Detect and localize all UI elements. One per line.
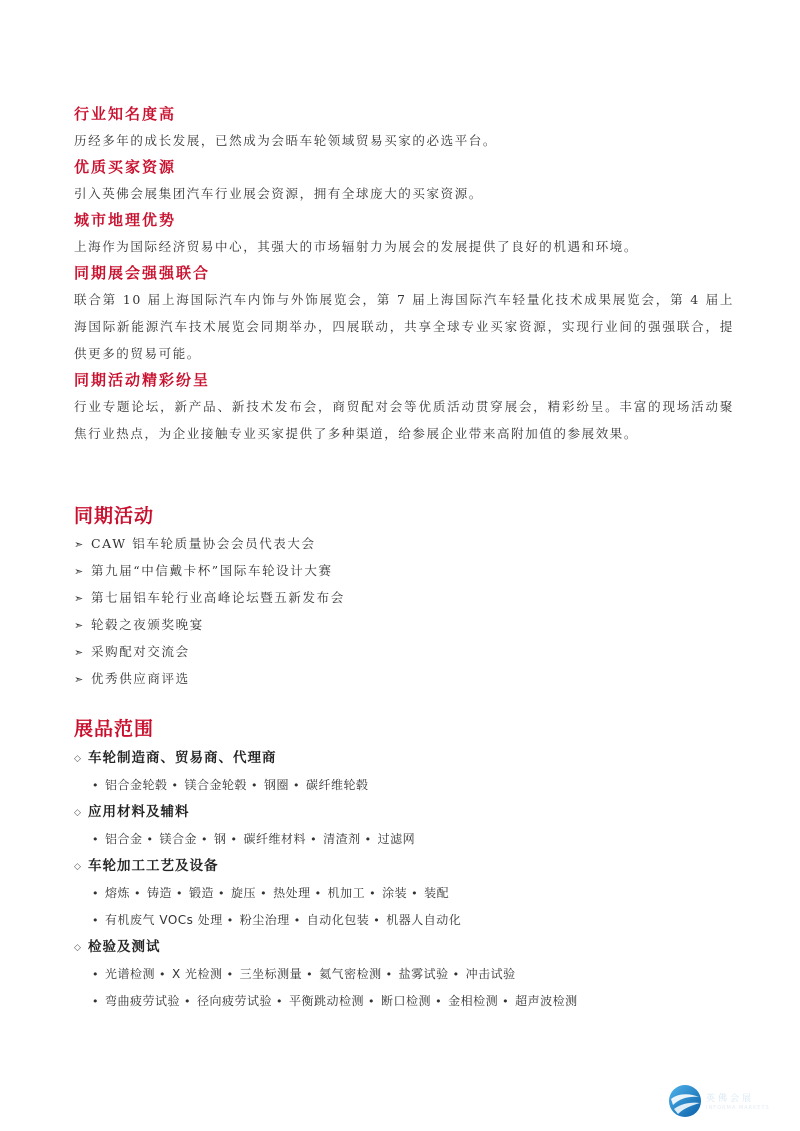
scope-item: 光谱检测 <box>105 967 156 981</box>
category-name: 应用材料及辅料 <box>88 804 190 820</box>
scope-item: 平衡跳动检测 <box>289 994 365 1008</box>
bullet-icon: • <box>184 995 192 1008</box>
bullet-icon: • <box>92 914 99 927</box>
scope-item: 熔炼 <box>105 886 131 900</box>
arrow-icon: ➣ <box>74 565 85 578</box>
bullet-icon: • <box>251 779 259 792</box>
arrow-icon: ➣ <box>74 592 85 605</box>
logo <box>668 1083 798 1123</box>
scope-item: 过滤网 <box>377 832 416 846</box>
scope-item: 机加工 <box>327 886 366 900</box>
scope-item: 热处理 <box>273 886 311 900</box>
scope-item: 自动化包装 <box>306 913 370 927</box>
scope-item: 盐雾试验 <box>398 967 449 981</box>
advantage-text: 引入英佛会展集团汽车行业展会资源，拥有全球庞大的买家资源。 <box>74 186 483 201</box>
scope-items-row <box>74 907 734 934</box>
bullet-icon: • <box>373 914 381 927</box>
advantage-title: 同期展会强强联合 <box>74 264 211 282</box>
bullet-icon: • <box>411 887 419 900</box>
bullet-icon: • <box>293 914 301 927</box>
advantages-section <box>74 101 734 447</box>
scope-item: 碳纤维轮毂 <box>306 778 369 792</box>
scope-items-row <box>74 880 734 907</box>
activity-label: 第九届“中信戴卡杯”国际车轮设计大赛 <box>91 563 333 578</box>
scope-item: 冲击试验 <box>465 967 516 981</box>
bullet-icon: • <box>310 833 318 846</box>
bullet-icon: • <box>385 968 393 981</box>
bullet-icon: • <box>218 887 226 900</box>
bullet-icon: • <box>171 779 179 792</box>
scope-item: 钢圈 <box>264 778 290 792</box>
advantage-text: 上海作为国际经济贸易中心，其强大的市场辐射力为展会的发展提供了良好的机遇和环境。 <box>74 239 639 254</box>
advantage-title: 优质买家资源 <box>74 158 177 176</box>
scope-items-row <box>74 988 734 1015</box>
advantage-title: 同期活动精彩纷呈 <box>74 371 211 389</box>
category-name: 车轮加工工艺及设备 <box>88 858 219 874</box>
logo-name: 英佛会展 <box>706 1094 755 1104</box>
bullet-icon: • <box>134 887 142 900</box>
bullet-icon: • <box>92 779 99 792</box>
scope-category <box>74 745 734 772</box>
advantage-text: 行业专题论坛，新产品、新技术发布会，商贸配对会等优质活动贯穿展会，精彩纷呈。丰富的现场活动聚焦行业热点，为企业接触专业买家提供了多种渠道，给参展企业带来高附加值的参展效果。 <box>74 399 734 441</box>
bullet-icon: • <box>176 887 184 900</box>
scope-item: 断口检测 <box>381 994 432 1008</box>
scope-category <box>74 934 734 961</box>
scope-item: 粉尘治理 <box>239 913 290 927</box>
bullet-icon: • <box>435 995 443 1008</box>
logo-sub: INFORMA MARKETS <box>706 1105 770 1111</box>
activities-title: 同期活动 <box>74 505 155 527</box>
activity-item <box>74 530 345 557</box>
bullet-icon: • <box>230 833 238 846</box>
bullet-icon: • <box>201 833 209 846</box>
activity-label: 第七届铝车轮行业高峰论坛暨五新发布会 <box>91 590 345 605</box>
scope-item: 镁合金 <box>159 832 198 846</box>
category-name: 检验及测试 <box>88 939 161 955</box>
bullet-icon: • <box>452 968 460 981</box>
scope-item: 铝合金 <box>105 832 143 846</box>
arrow-icon: ➣ <box>74 673 85 686</box>
scope-item: 有机废气 VOCs 处理 <box>105 913 223 927</box>
advantage-text: 联合第 10 届上海国际汽车内饰与外饰展览会，第 7 届上海国际汽车轻量化技术成果展览会，第 4 届上海国际新能源汽车技术展览会同期举办，四展联动，共享全球专业买家资源，实现行业间的强强联合，提供更多的贸易可能。 <box>74 292 734 361</box>
scope-title: 展品范围 <box>74 718 155 740</box>
bullet-icon: • <box>293 779 301 792</box>
bullet-icon: • <box>226 914 234 927</box>
bullet-icon: • <box>369 887 377 900</box>
scope-item: X 光检测 <box>172 967 223 981</box>
diamond-icon: ◇ <box>74 754 82 764</box>
bullet-icon: • <box>226 968 234 981</box>
activity-label: 采购配对交流会 <box>91 644 190 659</box>
diamond-icon: ◇ <box>74 943 82 953</box>
scope-items-row <box>74 772 734 799</box>
advantage-title: 行业知名度高 <box>74 105 177 123</box>
bullet-icon: • <box>92 968 99 981</box>
arrow-icon: ➣ <box>74 646 85 659</box>
advantage-title: 城市地理优势 <box>74 211 177 229</box>
bullet-icon: • <box>159 968 167 981</box>
activity-label: 轮毂之夜颁奖晚宴 <box>91 617 204 632</box>
bullet-icon: • <box>314 887 322 900</box>
diamond-icon: ◇ <box>74 808 82 818</box>
scope-item: 弯曲疲劳试验 <box>105 994 181 1008</box>
bullet-icon: • <box>92 833 99 846</box>
activity-label: CAW 铝车轮质量协会会员代表大会 <box>91 536 316 551</box>
bullet-icon: • <box>368 995 376 1008</box>
scope-item: 金相检测 <box>448 994 499 1008</box>
scope-item: 铝合金轮毂 <box>105 778 168 792</box>
scope-item: 径向疲劳试验 <box>197 994 273 1008</box>
advantage-text: 历经多年的成长发展，已然成为会晤车轮领域贸易买家的必选平台。 <box>74 133 498 148</box>
scope-item: 清渣剂 <box>323 832 361 846</box>
scope-item: 涂装 <box>382 886 408 900</box>
scope-item: 旋压 <box>231 886 257 900</box>
activity-item <box>74 611 345 638</box>
scope-item: 机器人自动化 <box>386 913 462 927</box>
scope-category <box>74 853 734 880</box>
activities-list <box>74 530 345 692</box>
diamond-icon: ◇ <box>74 862 82 872</box>
activity-item <box>74 557 345 584</box>
bullet-icon: • <box>92 887 99 900</box>
scope-item: 碳纤维材料 <box>243 832 307 846</box>
scope-body <box>74 745 734 1015</box>
arrow-icon: ➣ <box>74 538 85 551</box>
bullet-icon: • <box>276 995 284 1008</box>
activity-label: 优秀供应商评选 <box>91 671 190 686</box>
scope-category <box>74 799 734 826</box>
scope-item: 装配 <box>424 886 450 900</box>
scope-item: 铸造 <box>147 886 173 900</box>
bullet-icon: • <box>306 968 314 981</box>
scope-item: 锻造 <box>189 886 215 900</box>
activity-item <box>74 584 345 611</box>
bullet-icon: • <box>364 833 372 846</box>
bullet-icon: • <box>502 995 510 1008</box>
scope-item: 超声波检测 <box>515 994 578 1008</box>
activity-item <box>74 638 345 665</box>
scope-items-row <box>74 826 734 853</box>
category-name: 车轮制造商、贸易商、代理商 <box>88 750 277 766</box>
scope-item: 钢 <box>214 832 227 846</box>
arrow-icon: ➣ <box>74 619 85 632</box>
bullet-icon: • <box>92 995 99 1008</box>
scope-item: 三坐标测量 <box>239 967 303 981</box>
scope-item: 镁合金轮毂 <box>184 778 248 792</box>
scope-items-row <box>74 961 734 988</box>
globe-logo-icon <box>668 1083 702 1119</box>
bullet-icon: • <box>260 887 268 900</box>
activity-item <box>74 665 345 692</box>
bullet-icon: • <box>146 833 154 846</box>
scope-item: 氦气密检测 <box>319 967 382 981</box>
